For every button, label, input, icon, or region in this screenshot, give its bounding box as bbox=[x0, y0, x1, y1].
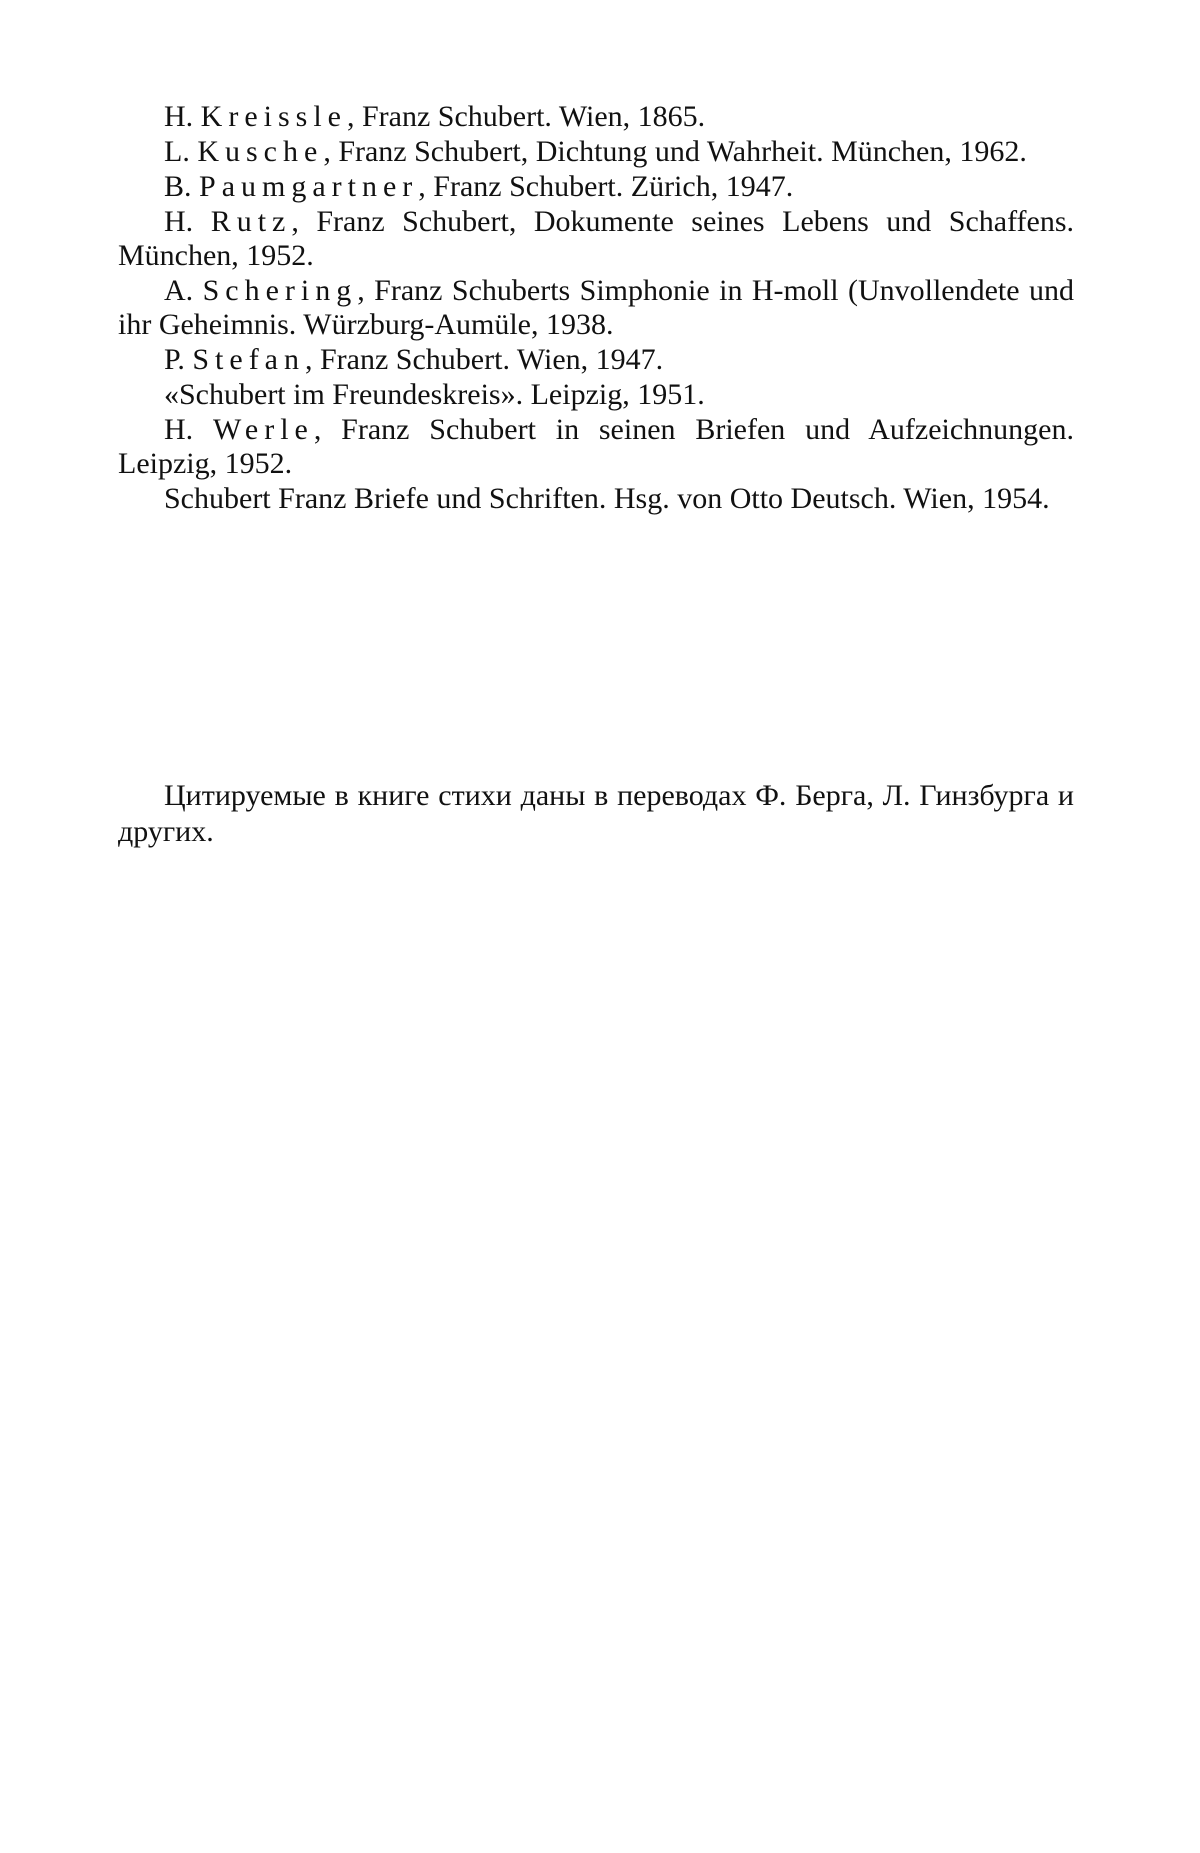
author-name: Kusche bbox=[197, 135, 324, 168]
author-initial: L. bbox=[164, 135, 190, 168]
bibliography-entry bbox=[118, 343, 1074, 377]
author-name: Rutz bbox=[210, 205, 292, 238]
entry-details: Schubert Franz Briefe und Schriften. Hsg. von Otto Deutsch. Wien, 1954. bbox=[164, 482, 1050, 515]
entry-details: , Franz Schubert, Dokumente seines Lebens und Schaffens. München, 1952. bbox=[118, 205, 1075, 272]
translation-note: Цитируемые в книге стихи даны в переводах Ф. Берга, Л. Гинзбурга и других. bbox=[118, 779, 1074, 848]
author-initial: A. bbox=[164, 274, 194, 307]
bibliography-entry bbox=[118, 135, 1074, 169]
bibliography-entry bbox=[118, 274, 1074, 342]
author-initial: H. bbox=[164, 413, 194, 446]
bibliography-entry bbox=[118, 170, 1074, 204]
author-name: Schering bbox=[202, 274, 358, 307]
entry-details: , Franz Schubert. Zürich, 1947. bbox=[418, 170, 794, 203]
author-initial: P. bbox=[164, 343, 185, 376]
bibliography-entry bbox=[118, 205, 1074, 273]
entry-details: , Franz Schuberts Simphonie in H-moll (Unvollendete und ihr Geheimnis. Würzburg-Aumüle, 1938. bbox=[118, 274, 1074, 341]
bibliography-list bbox=[118, 100, 1074, 517]
bibliography-entry bbox=[118, 100, 1074, 134]
author-initial: H. bbox=[164, 205, 194, 238]
author-name: Kreissle bbox=[200, 100, 347, 133]
entry-details: «Schubert im Freundeskreis». Leipzig, 1951. bbox=[164, 378, 705, 411]
author-name: Paumgartner bbox=[199, 170, 419, 203]
author-name: Stefan bbox=[192, 343, 305, 376]
entry-details: , Franz Schubert in seinen Briefen und Aufzeichnungen. Leipzig, 1952. bbox=[118, 413, 1074, 480]
bibliography-entry bbox=[118, 413, 1074, 481]
author-initial: H. bbox=[164, 100, 194, 133]
bibliography-entry bbox=[118, 378, 1074, 412]
author-name: Werle bbox=[212, 413, 314, 446]
entry-details: , Franz Schubert. Wien, 1947. bbox=[305, 343, 664, 376]
entry-details: , Franz Schubert. Wien, 1865. bbox=[346, 100, 706, 133]
bibliography-entry bbox=[118, 482, 1074, 516]
author-initial: B. bbox=[164, 170, 192, 203]
entry-details: , Franz Schubert, Dichtung und Wahrheit. München, 1962. bbox=[323, 135, 1027, 168]
